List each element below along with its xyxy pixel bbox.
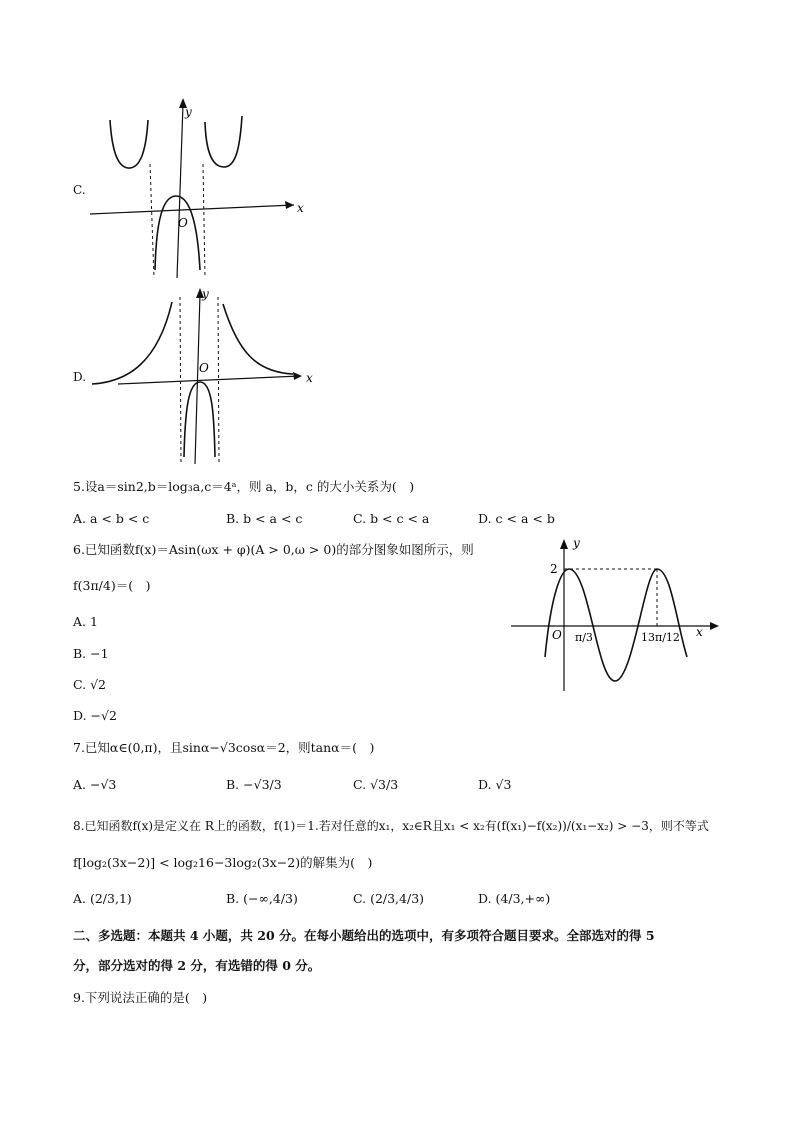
graph-c-curve-upper-right (205, 116, 242, 167)
option-d-label: D. (73, 370, 87, 384)
section2-heading-line1: 二、多选题：本题共 4 小题，共 20 分。在每小题给出的选项中，有多项符合题目要求。全部选对的得 5 (73, 928, 655, 943)
q8-option-b: B. (−∞,4/3) (226, 891, 298, 906)
q6-ymax-label: 2 (550, 562, 558, 576)
graph-c-y-axis (177, 104, 183, 278)
option-c-label: C. (73, 183, 86, 197)
q8-stem-2: f[log₂(3x−2)] < log₂16−3log₂(3x−2)的解集为( ) (73, 855, 373, 870)
q7-option-a: A. −√3 (73, 777, 117, 792)
graph-c-curve-upper-left (110, 120, 148, 168)
section2-heading-line2: 分，部分选对的得 2 分，有选错的得 0 分。 (73, 958, 321, 973)
q6-tick1-label: π/3 (575, 631, 593, 644)
q6-y-label: y (573, 536, 580, 550)
graph-d-origin-label: O (199, 361, 209, 375)
q6-option-a: A. 1 (73, 614, 98, 629)
q6-x-label: x (696, 625, 703, 639)
q5-option-d: D. c < a < b (478, 511, 555, 526)
q7-option-b: B. −√3/3 (226, 777, 282, 792)
q6-x-arrow (710, 622, 719, 630)
graph-d-asymptote-left (180, 297, 181, 464)
q7-stem: 7.已知α∈(0,π)，且sinα−√3cosα＝2，则tanα＝( ) (73, 740, 375, 755)
q5-option-c: C. b < c < a (353, 511, 430, 526)
q5-option-a: A. a < b < c (73, 511, 150, 526)
q8-stem: 8.已知函数f(x)是定义在 R上的函数，f(1)＝1.若对任意的x₁，x₂∈R且x₁ < x₂有(f(x₁)−f(x₂))/(x₁−x₂) > −3，则不等式 (73, 819, 709, 833)
graph-d-x-arrow (293, 372, 302, 380)
q8-option-d: D. (4/3,+∞) (478, 891, 551, 906)
graph-c-x-arrow (285, 201, 294, 209)
q7-option-d: D. √3 (478, 777, 512, 792)
graph-d (88, 282, 318, 467)
q6-stem: 6.已知函数f(x)＝Asin(ωx + φ)(A > 0,ω > 0)的部分图象如图所示，则 (73, 542, 474, 557)
q6-sine-curve (545, 569, 687, 681)
graph-c-asymptote-right (203, 164, 205, 278)
graph-c-x-label: x (297, 201, 304, 215)
q6-ask: f(3π/4)＝( ) (73, 578, 151, 593)
q5-stem: 5.设a＝sin2,b＝log₃a,c＝4ᵃ，则 a，b，c 的大小关系为( ) (73, 479, 415, 494)
q6-origin-label: O (552, 628, 562, 642)
q8-option-c: C. (2/3,4/3) (353, 891, 425, 906)
q9-stem: 9.下列说法正确的是( ) (73, 990, 208, 1005)
q6-option-b: B. −1 (73, 646, 109, 661)
graph-d-curve-middle (184, 382, 215, 457)
graph-c-asymptote-left (150, 164, 154, 278)
graph-d-curve-left (92, 302, 172, 384)
graph-c (88, 92, 313, 282)
graph-c-y-label: y (185, 105, 192, 119)
graph-d-asymptote-right (218, 297, 219, 464)
graph-d-y-label: y (202, 287, 209, 301)
q5-option-b: B. b < a < c (226, 511, 303, 526)
graph-d-x-axis (118, 376, 300, 384)
q6-tick2-label: 13π/12 (641, 631, 680, 644)
q6-option-d: D. −√2 (73, 708, 117, 723)
graph-c-origin-label: O (178, 216, 188, 230)
graph-d-y-axis (195, 294, 200, 464)
graph-d-curve-right (223, 304, 293, 374)
q6-option-c: C. √2 (73, 677, 106, 692)
q6-sine-graph (505, 535, 725, 695)
graph-d-x-label: x (306, 371, 313, 385)
q6-y-arrow (560, 539, 568, 549)
q8-option-a: A. (2/3,1) (73, 891, 132, 906)
q7-option-c: C. √3/3 (353, 777, 399, 792)
